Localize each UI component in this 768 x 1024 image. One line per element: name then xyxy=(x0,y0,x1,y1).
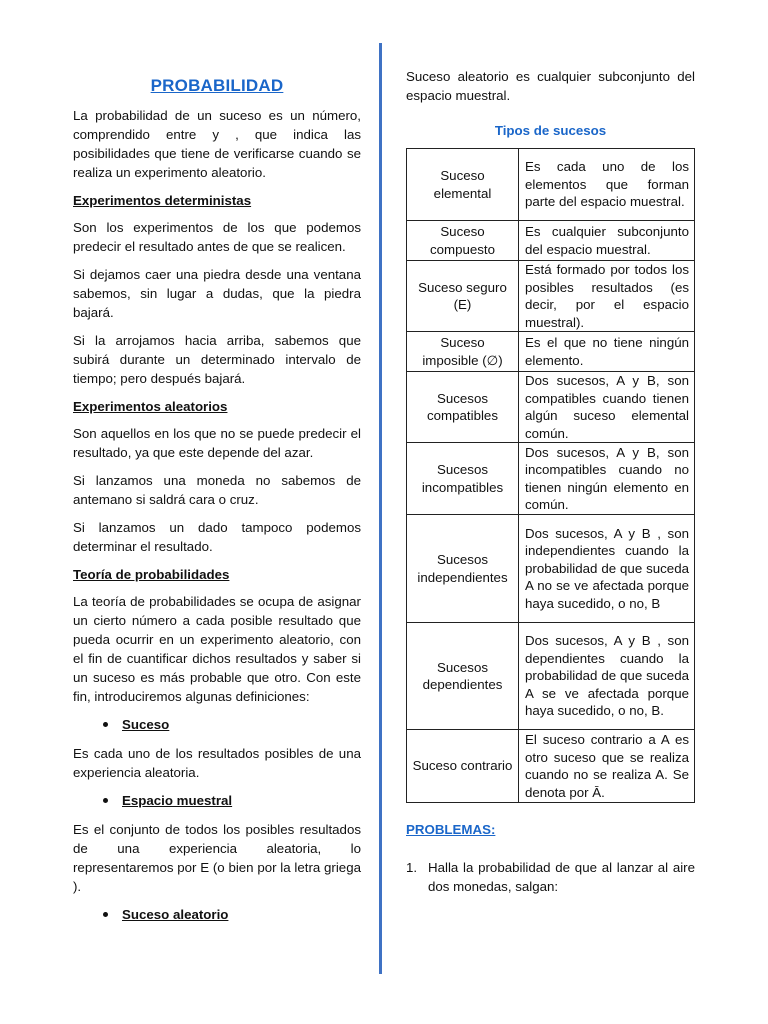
heading-teoria: Teoría de probabilidades xyxy=(73,567,230,582)
problems-heading: PROBLEMAS: xyxy=(406,822,496,837)
table-cell-value: El suceso contrario a A es otro suceso que se realiza cuando no se realiza A. Se denota por Ā. xyxy=(519,730,695,803)
paragraph: Si dejamos caer una piedra desde una ventana sabemos, sin lugar a dudas, que la piedra bajará. xyxy=(73,267,361,320)
table-cell-key: Suceso seguro (E) xyxy=(407,261,519,332)
table-cell-value: Está formado por todos los posibles resultados (es decir, por el espacio muestral). xyxy=(519,261,695,332)
paragraph: Es cada uno de los resultados posibles de una experiencia aleatoria. xyxy=(73,746,361,780)
table-row xyxy=(407,372,695,443)
table-row xyxy=(407,332,695,372)
table-cell-value: Dos sucesos, A y B , son dependientes cuando la probabilidad de que suceda A se ve afectada porque haya sucedido, o no, B. xyxy=(519,623,695,730)
bullet-label: Espacio muestral xyxy=(122,793,233,808)
table-cell-key: Suceso elemental xyxy=(407,149,519,221)
types-table xyxy=(406,148,695,803)
bullet-espacio-muestral xyxy=(103,791,361,810)
bullet-icon xyxy=(103,722,108,727)
paragraph: Si lanzamos un dado tampoco podemos determinar el resultado. xyxy=(73,520,361,554)
table-row xyxy=(407,443,695,515)
table-title: Tipos de sucesos xyxy=(494,123,607,138)
bullet-icon xyxy=(103,798,108,803)
paragraph: Si lanzamos una moneda no sabemos de antemano si saldrá cara o cruz. xyxy=(73,473,361,507)
table-row xyxy=(407,221,695,261)
table-cell-key: Sucesos dependientes xyxy=(407,623,519,730)
problem-text: Halla la probabilidad de que al lanzar al aire dos monedas, salgan: xyxy=(428,860,695,894)
table-cell-key: Suceso imposible (∅) xyxy=(407,332,519,372)
paragraph: Si la arrojamos hacia arriba, sabemos que subirá durante un determinado intervalo de tiempo; pero después bajará. xyxy=(73,333,361,386)
intro-paragraph: La probabilidad de un suceso es un número, comprendido entre y , que indica las posibilidades que tiene de verificarse cuando se realiza un experimento aleatorio. xyxy=(73,108,361,180)
table-row xyxy=(407,730,695,803)
table-row xyxy=(407,623,695,730)
paragraph: Es el conjunto de todos los posibles resultados de una experiencia aleatoria, lo representaremos por E (o bien por la letra griega ). xyxy=(73,822,361,894)
bullet-label: Suceso aleatorio xyxy=(122,907,229,922)
bullet-icon xyxy=(103,912,108,917)
table-cell-key: Sucesos compatibles xyxy=(407,372,519,443)
problem-item xyxy=(406,858,695,896)
table-cell-value: Es cualquier subconjunto del espacio muestral. xyxy=(519,221,695,261)
table-row xyxy=(407,515,695,623)
table-cell-value: Dos sucesos, A y B , son independientes cuando la probabilidad de que suceda A no se ve afectada porque haya sucedido, o no, B xyxy=(519,515,695,623)
table-cell-value: Dos sucesos, A y B, son incompatibles cuando no tienen ningún elemento en común. xyxy=(519,443,695,515)
bullet-suceso-aleatorio xyxy=(103,905,361,924)
table-cell-value: Es cada uno de los elementos que forman parte del espacio muestral. xyxy=(519,149,695,221)
heading-aleatorios: Experimentos aleatorios xyxy=(73,399,228,414)
paragraph: Son aquellos en los que no se puede predecir el resultado, ya que este depende del azar. xyxy=(73,426,361,460)
problem-number: 1. xyxy=(406,860,418,875)
right-column xyxy=(406,67,695,896)
table-row xyxy=(407,149,695,221)
left-column xyxy=(73,76,361,934)
page-title: PROBABILIDAD xyxy=(150,76,284,95)
heading-deterministas: Experimentos deterministas xyxy=(73,193,252,208)
table-cell-key: Sucesos independientes xyxy=(407,515,519,623)
paragraph: Suceso aleatorio es cualquier subconjunto del espacio muestral. xyxy=(406,69,695,103)
bullet-label: Suceso xyxy=(122,717,170,732)
table-cell-value: Es el que no tiene ningún elemento. xyxy=(519,332,695,372)
table-cell-key: Suceso compuesto xyxy=(407,221,519,261)
table-cell-key: Sucesos incompatibles xyxy=(407,443,519,515)
table-row xyxy=(407,261,695,332)
column-divider xyxy=(379,43,382,974)
table-cell-value: Dos sucesos, A y B, son compatibles cuando tienen algún suceso elemental común. xyxy=(519,372,695,443)
bullet-suceso xyxy=(103,715,361,734)
table-cell-key: Suceso contrario xyxy=(407,730,519,803)
paragraph: La teoría de probabilidades se ocupa de asignar un cierto número a cada posible resultado que pueda ocurrir en un experimento aleatorio, con el fin de cuantificar dichos resultados y saber si un suceso es más probable que otro. Con este fin, introduciremos algunas definiciones: xyxy=(73,594,361,704)
paragraph: Son los experimentos de los que podemos predecir el resultado antes de que se realicen. xyxy=(73,220,361,254)
